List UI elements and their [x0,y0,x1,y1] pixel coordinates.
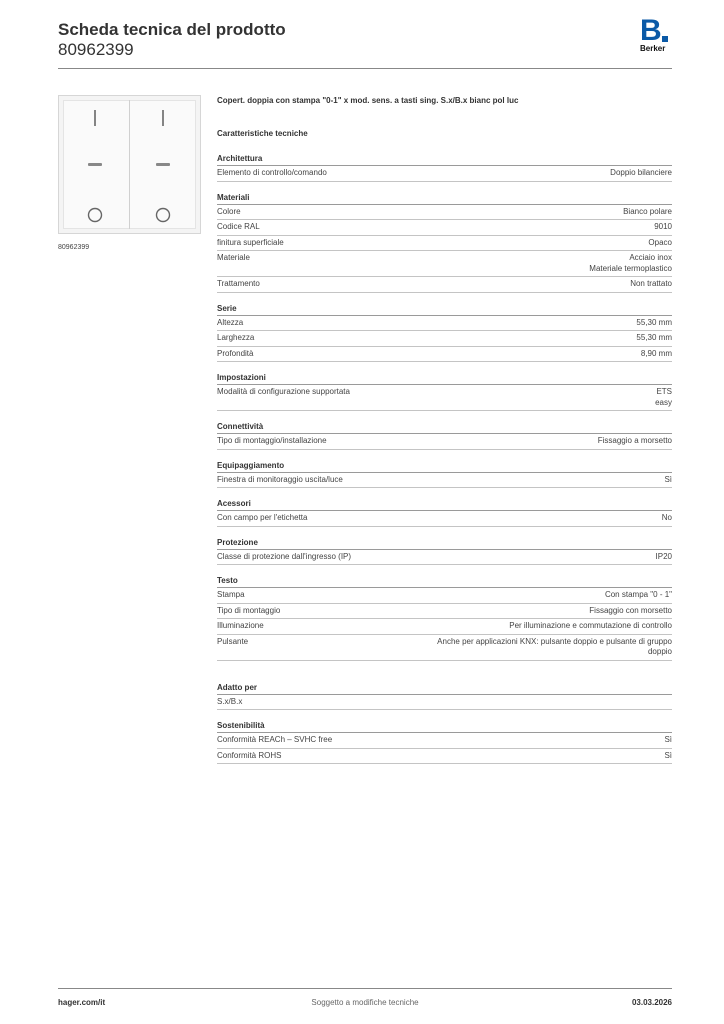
spec-label: finitura superficiale [217,237,284,247]
spec-value [598,436,672,447]
spec-label: Illuminazione [217,621,264,630]
spec-value-line: Per illuminazione e commutazione di controllo [509,621,672,630]
spec-group-title: Architettura [217,154,672,166]
spec-group-title: Connettività [217,422,672,434]
spec-value-line: 55,30 mm [636,333,672,342]
spec-value-line: doppio [647,647,672,656]
spec-value-line: Anche per applicazioni KNX: pulsante doppio e pulsante di gruppo [437,636,672,646]
spec-value [605,590,672,601]
spec-label: Con campo per l'etichetta [217,513,308,522]
spec-row [217,749,672,765]
spec-group [217,576,672,661]
spec-label: Conformità REACh – SVHC free [217,735,333,744]
spec-label: Pulsante [217,636,249,646]
spec-group [217,193,672,293]
spec-value [648,238,672,249]
logo-dot [662,36,668,42]
spec-row [217,331,672,347]
spec-value-line: Fissaggio a morsetto [597,436,672,445]
spec-label: Larghezza [217,333,255,342]
spec-group-title: Acessori [217,499,672,511]
spec-value-line: Doppio bilanciere [610,168,672,177]
spec-row [217,604,672,620]
spec-groups [217,154,672,764]
spec-value [664,735,672,746]
spec-label: Colore [217,206,241,216]
led-window-left [88,163,102,166]
footer-website: hager.com/it [58,998,106,1007]
spec-label: Trattamento [217,279,260,288]
spec-value [610,168,672,179]
spec-group [217,499,672,527]
spec-value-line: Materiale termoplastico [589,263,672,273]
spec-group-title: Sostenibilità [217,721,672,733]
spec-value-line: Fissaggio con morsetto [589,605,672,615]
spec-value [589,253,672,274]
page-header [58,20,286,60]
spec-value-line: Acciaio inox [629,253,672,262]
off-symbol-left [89,209,102,222]
footer-divider [58,988,672,989]
logo-text: Berker [640,44,666,53]
spec-group-title: Impostazioni [217,373,672,385]
spec-label: Tipo di montaggio/installazione [217,436,327,445]
product-description: Copert. doppia con stampa "0-1" x mod. sens. a tasti sing. S.x/B.x bianc pol luc [217,96,519,105]
spec-row [217,385,672,411]
spec-value [654,222,672,233]
spec-value-line: easy [655,397,672,407]
logo-letter: B [640,14,662,47]
spec-row [217,347,672,363]
spec-row [217,695,672,711]
spec-value [509,621,672,632]
footer-date: 03.03.2026 [631,998,672,1007]
product-code: 80962399 [58,40,134,59]
spec-group [217,721,672,764]
spec-value [623,207,672,218]
spec-value-line: No [661,513,672,522]
spec-row [217,733,672,749]
spec-label: Modalità di configurazione supportata [217,387,350,396]
spec-row [217,220,672,236]
spec-label: S.x/B.x [217,696,243,706]
spec-value [664,751,672,762]
spec-value [437,637,672,658]
spec-group [217,154,672,182]
spec-value-line: Con stampa "0 - 1" [604,590,672,599]
spec-row [217,635,672,661]
spec-value-line: 55,30 mm [636,317,672,327]
header-divider [58,68,672,69]
berker-logo [640,16,674,54]
spec-group-title: Adatto per [217,683,672,695]
spec-row [217,205,672,221]
spec-row [217,236,672,252]
spec-value-line: 9010 [654,222,672,231]
spec-value [641,349,672,360]
spec-group [217,538,672,566]
spec-value [662,513,672,524]
spec-value [630,279,672,290]
spec-label: Stampa [217,590,245,599]
spec-row [217,277,672,293]
spec-label: Profondità [217,348,254,358]
spec-value-line: Sì [664,735,672,744]
off-symbol-right [157,209,170,222]
spec-row [217,511,672,527]
spec-label: Codice RAL [217,222,260,231]
spec-value [655,387,672,408]
spec-group-title: Protezione [217,538,672,550]
product-image [58,95,201,234]
spec-group [217,461,672,489]
spec-value-line: Sì [664,474,672,484]
spec-label: Conformità ROHS [217,750,282,760]
spec-group-title: Equipaggiamento [217,461,672,473]
spec-label: Tipo di montaggio [217,605,281,615]
spec-row [217,251,672,277]
spec-value-line: ETS [656,387,672,396]
spec-value-line: Bianco polare [623,206,672,216]
spec-content [217,96,672,775]
spec-group [217,373,672,411]
spec-group [217,422,672,450]
spec-row [217,588,672,604]
spec-label: Materiale [217,253,250,262]
spec-value-line: IP20 [655,551,672,561]
spec-value-line: Opaco [648,237,672,247]
spec-row [217,316,672,332]
spec-value-line: 8,90 mm [640,348,672,358]
spec-value [636,318,672,329]
spec-label: Finestra di monitoraggio uscita/luce [217,474,343,484]
spec-group-title: Serie [217,304,672,316]
switch-symbols [59,96,200,233]
spec-value-line: Sì [664,750,672,760]
spec-label: Altezza [217,317,244,327]
spec-value [636,333,672,344]
spec-group-title: Materiali [217,193,672,205]
spec-row [217,473,672,489]
spec-group-title: Testo [217,576,672,588]
section-title: Caratteristiche tecniche [217,129,308,138]
spec-value-line: Non trattato [630,279,672,288]
spec-group [217,683,672,711]
spec-label: Classe di protezione dall'ingresso (IP) [217,551,352,561]
spec-label: Elemento di controllo/comando [217,168,327,177]
spec-value [589,606,672,617]
spec-value [656,552,672,563]
footer-note: Soggetto a modifiche tecniche [311,998,419,1007]
led-window-right [156,163,170,166]
spec-row [217,619,672,635]
page-title: Scheda tecnica del prodotto [58,20,286,39]
spec-row [217,550,672,566]
image-caption: 80962399 [58,244,90,251]
spec-value [664,475,672,486]
spec-row [217,166,672,182]
spec-row [217,434,672,450]
spec-group [217,304,672,363]
